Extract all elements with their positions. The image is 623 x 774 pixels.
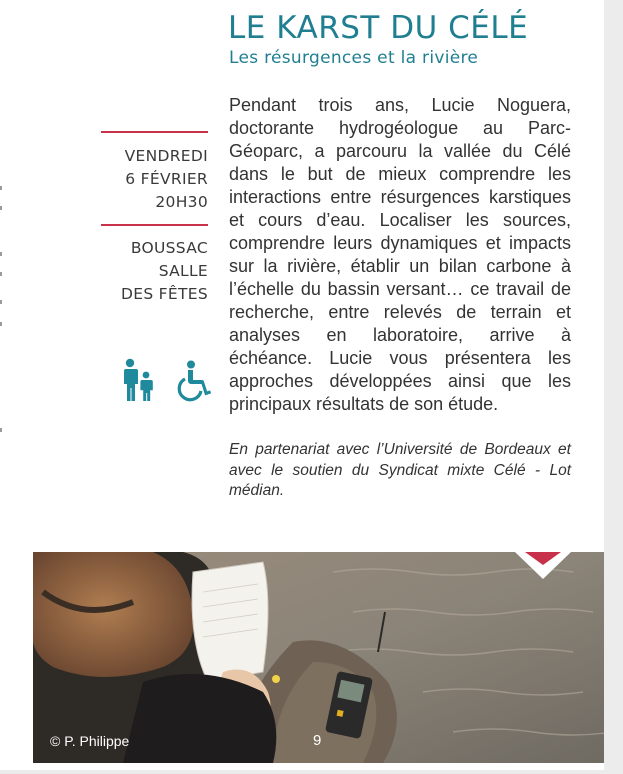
family-icon — [120, 358, 156, 402]
event-venue-line1: SALLE — [158, 262, 208, 280]
page-number: 9 — [313, 732, 322, 749]
partnership-note: En partenariat avec l’Université de Bordeaux et avec le soutien du Syndicat mixte Célé - Lot médian. — [229, 441, 571, 499]
article-body: Pendant trois ans, Lucie Noguera, doctorante hydrogéologue au Parc-Géoparc, a parcouru la vallée du Célé dans le but de mieux comprendre les interactions entre résurgences karstiques et cours d’eau. Localiser les sources, comprendre leurs dynamiques et impacts sur la rivière, établir un bilan carbone à l’échelle du bassin versant… ce travail de recherche, entre relevés de terrain et analyses en laboratoire, arrive à échéance. Lucie vous présentera les approches développées ainsi que les principaux résultats de son étude. — [229, 95, 571, 414]
photo-credit: © P. Philippe — [50, 733, 130, 749]
page-title: LE KARST DU CÉLÉ — [228, 10, 529, 46]
event-town: BOUSSAC — [130, 239, 208, 257]
event-datetime — [100, 145, 208, 214]
wheelchair-icon — [175, 360, 211, 402]
event-venue-line2: DES FÊTES — [120, 285, 208, 303]
event-location — [100, 237, 208, 306]
event-day: VENDREDI — [124, 147, 208, 165]
divider-middle — [101, 224, 208, 226]
event-date: 6 FÉVRIER — [125, 170, 208, 188]
page-subtitle: Les résurgences et la rivière — [229, 48, 479, 68]
divider-top — [101, 131, 208, 133]
event-time: 20H30 — [155, 193, 208, 211]
